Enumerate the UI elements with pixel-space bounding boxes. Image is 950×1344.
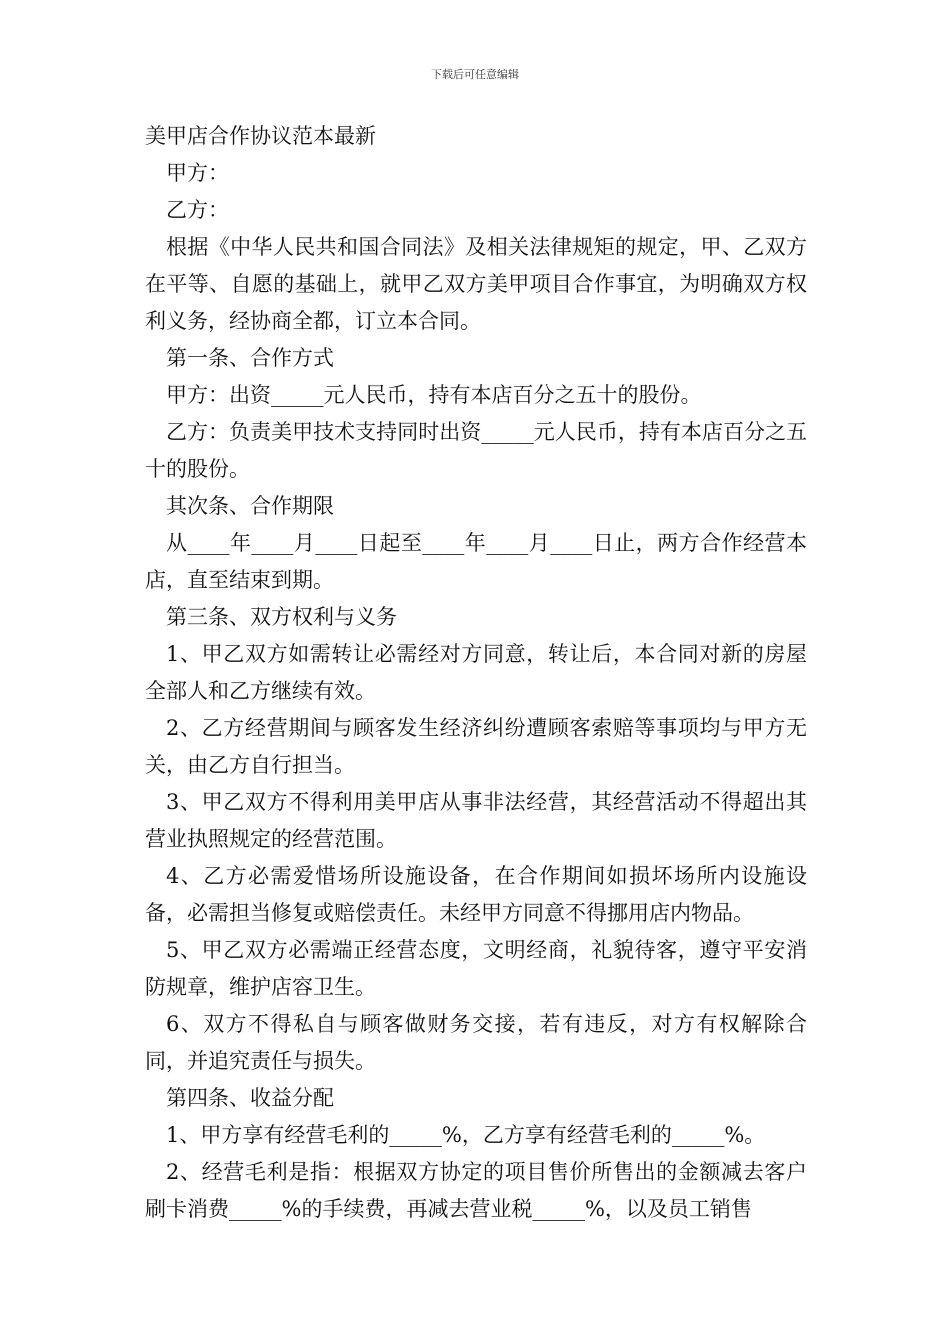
- page-header-note: 下载后可任意编辑: [431, 68, 519, 81]
- article3-item: 5、甲乙双方必需端正经营态度，文明经商，礼貌待客，遵守平安消防规章，维护店容卫生。: [145, 938, 807, 999]
- article4-item: 2、经营毛利是指：根据双方协定的项目售价所售出的金额减去客户刷卡消费_____%的手续费，再减去营业税_____%，以及员工销售: [145, 1160, 807, 1221]
- article1-title: 第一条、合作方式: [166, 346, 334, 370]
- preamble-paragraph: 根据《中华人民共和国合同法》及相关法律规矩的规定，甲、乙双方在平等、自愿的基础上，就甲乙双方美甲项目合作事宜，为明确双方权利义务，经协商全都，订立本合同。: [145, 235, 807, 333]
- article3-item: 3、甲乙双方不得利用美甲店从事非法经营，其经营活动不得超出其营业执照规定的经营范围。: [145, 790, 807, 851]
- document-title: 美甲店合作协议范本最新: [145, 124, 376, 148]
- party-b-line: 乙方：: [166, 198, 229, 222]
- article3-item: 6、双方不得私自与顾客做财务交接，若有违反，对方有权解除合同，并追究责任与损失。: [145, 1012, 807, 1073]
- article4-item: 1、甲方享有经营毛利的_____%，乙方享有经营毛利的_____%。: [166, 1123, 766, 1147]
- article3-title: 第三条、双方权利与义务: [166, 605, 397, 629]
- article2-text: 从____年____月____日起至____年____月____日止，两方合作经营本店，直至结束到期。: [145, 531, 807, 592]
- article3-item: 2、乙方经营期间与顾客发生经济纠纷遭顾客索赔等事项均与甲方无关，由乙方自行担当。: [145, 716, 807, 777]
- article4-title: 第四条、收益分配: [166, 1086, 334, 1110]
- article2-title: 其次条、合作期限: [166, 494, 334, 518]
- article3-item: 1、甲乙双方如需转让必需经对方同意，转让后，本合同对新的房屋全部人和乙方继续有效。: [145, 642, 807, 703]
- article1-party-b: 乙方：负责美甲技术支持同时出资_____元人民币，持有本店百分之五十的股份。: [145, 420, 807, 481]
- article1-party-a: 甲方：出资_____元人民币，持有本店百分之五十的股份。: [166, 383, 702, 407]
- document-body: [145, 118, 807, 1228]
- party-a-line: 甲方：: [166, 161, 229, 185]
- article3-item: 4、乙方必需爱惜场所设施设备，在合作期间如损坏场所内设施设备，必需担当修复或赔偿责任。未经甲方同意不得挪用店内物品。: [145, 864, 807, 925]
